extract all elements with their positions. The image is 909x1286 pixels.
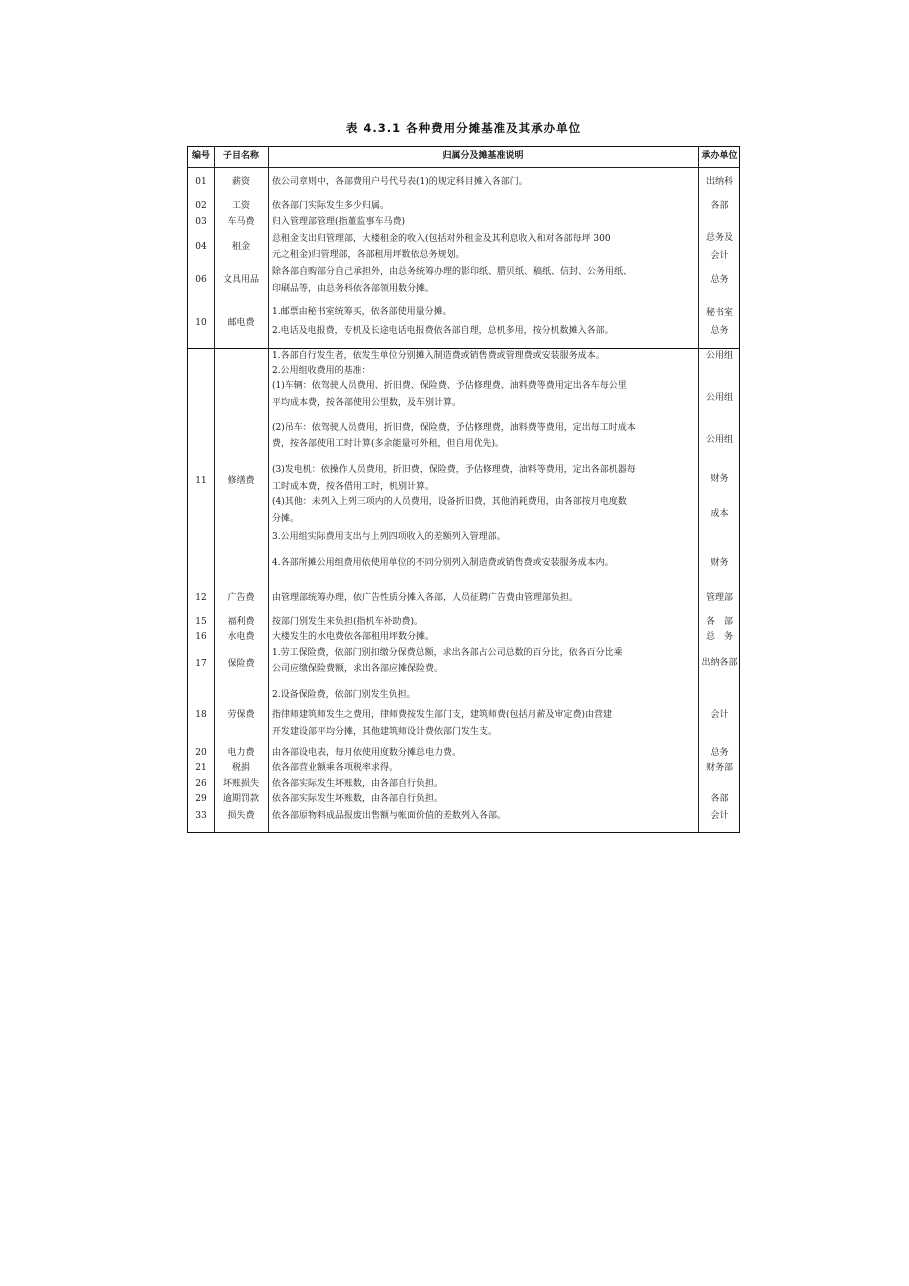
- allocation-description: 4.各部所摊公用组费用依使用单位的不同分别列入制造费或销售费或安装服务成本内。: [272, 558, 614, 568]
- responsible-unit: 总务: [710, 748, 729, 758]
- allocation-description: 依各部营业额乘各项税率求得。: [272, 763, 399, 773]
- allocation-description: 依公司章则中，各部费用户号代号表(1)的规定科目摊入各部门。: [272, 177, 528, 187]
- row-number: 17: [195, 659, 207, 669]
- allocation-description: 公司应缴保险费额，求出各部应摊保险费。: [272, 664, 444, 674]
- allocation-description: 平均成本费，按各部使用公里数，及车别计算。: [272, 398, 462, 408]
- row-number: 15: [195, 617, 207, 627]
- item-name: 车马费: [227, 217, 255, 227]
- responsible-unit: 总务: [710, 326, 729, 336]
- allocation-description: 1.各部自行发生者，依发生单位分别摊入制造费或销售费或管理费或安装服务成本。: [272, 351, 605, 361]
- row-number: 02: [195, 201, 207, 211]
- responsible-unit: 总 务: [705, 632, 733, 642]
- section-rule: [188, 348, 739, 349]
- row-number: 03: [195, 217, 207, 227]
- row-number: 06: [195, 275, 207, 285]
- responsible-unit: 各部: [710, 201, 729, 211]
- responsible-unit: 总务: [710, 275, 729, 285]
- responsible-unit: 总务及: [705, 233, 733, 243]
- row-number: 33: [195, 811, 207, 821]
- allocation-description: 依各部实际发生坏账数，由各部自行负担。: [272, 779, 444, 789]
- row-number: 20: [195, 748, 207, 758]
- responsible-unit: 各 部: [705, 617, 733, 627]
- item-name: 税捐: [231, 763, 250, 773]
- row-number: 26: [195, 779, 207, 789]
- item-name: 水电费: [227, 632, 255, 642]
- item-name: 修缮费: [227, 476, 255, 486]
- allocation-description: (3)发电机：依操作人员费用，折旧费，保险费，予估修理费，油料等费用，定出各部机器每: [272, 465, 636, 475]
- responsible-unit: 各部: [710, 794, 729, 804]
- allocation-description: 元之租金)归管理部，各部租用坪数依总务规划。: [272, 250, 465, 260]
- allocation-description: 2.公用组收费用的基准：: [272, 366, 371, 376]
- row-number: 12: [195, 593, 207, 603]
- responsible-unit: 出纳各部: [701, 658, 738, 668]
- item-name: 电力费: [227, 748, 255, 758]
- item-name: 邮电费: [227, 318, 255, 328]
- item-name: 逾期罚款: [222, 794, 259, 804]
- responsible-unit: 会计: [710, 251, 729, 261]
- header-responsible-unit: 承办单位: [701, 151, 738, 161]
- column-divider: [698, 147, 699, 832]
- item-name: 劳保费: [227, 710, 255, 720]
- allocation-description: 按部门别发生来负担(指机车补助费)。: [272, 617, 424, 627]
- responsible-unit: 财务: [710, 474, 729, 484]
- responsible-unit: 财务部: [705, 763, 733, 773]
- header-description: 归属分及摊基准说明: [442, 151, 524, 161]
- responsible-unit: 管理部: [705, 593, 733, 603]
- allocation-description: (2)吊车：依驾驶人员费用，折旧费，保险费，予估修理费，油料费等费用，定出每工时成本: [272, 423, 636, 433]
- row-number: 10: [195, 318, 207, 328]
- header-number: 编号: [191, 151, 210, 161]
- column-divider: [268, 147, 269, 832]
- allocation-description: 由各部设电表，每月依使用度数分摊总电力费。: [272, 748, 462, 758]
- row-number: 01: [195, 177, 207, 187]
- allocation-description: 1.邮票由秘书室统筹买，依各部使用量分摊。: [272, 307, 452, 317]
- header-item-name: 子目名称: [222, 151, 259, 161]
- item-name: 保险费: [227, 659, 255, 669]
- item-name: 工资: [231, 201, 250, 211]
- allocation-description: 2.电话及电报费，专机及长途电话电报费依各部自理，总机多用，按分机数摊入各部。: [272, 326, 614, 336]
- allocation-description: 1.劳工保险费，依部门别扣缴分保费总额，求出各部占公司总数的百分比，依各百分比乘: [272, 648, 623, 658]
- row-number: 16: [195, 632, 207, 642]
- allocation-description: 费，按各部使用工时计算(多余能量可外租，但自用优先)。: [272, 439, 505, 449]
- row-number: 18: [195, 710, 207, 720]
- item-name: 文具用品: [222, 275, 259, 285]
- allocation-description: 大楼发生的水电费依各部租用坪数分摊。: [272, 632, 435, 642]
- allocation-description: (4)其他：未列入上列三项内的人员费用，设备折旧费，其他消耗费用，由各部按月电度数: [272, 497, 627, 507]
- responsible-unit: 会计: [710, 811, 729, 821]
- item-name: 租金: [231, 242, 250, 252]
- row-number: 11: [195, 476, 207, 486]
- allocation-description: 依各部门实际发生多少归属。: [272, 201, 390, 211]
- item-name: 坏账损失: [222, 779, 259, 789]
- item-name: 损失费: [227, 811, 255, 821]
- item-name: 薪资: [231, 177, 250, 187]
- item-name: 广告费: [227, 593, 255, 603]
- allocation-description: 总租金支出归管理部，大楼租金的收入(包括对外租金及其利息收入和对各部每坪 300: [272, 234, 611, 244]
- responsible-unit: 公用组: [705, 351, 733, 361]
- cost-allocation-table: [187, 146, 740, 833]
- allocation-description: 依各部原物料成品报废出售额与帐面价值的差数列入各部。: [272, 811, 507, 821]
- responsible-unit: 公用组: [705, 435, 733, 445]
- allocation-description: 除各部自购部分自己承担外，由总务统筹办理的影印纸、腊贝纸、稿纸、信封、公务用纸、: [272, 267, 633, 277]
- responsible-unit: 会计: [710, 710, 729, 720]
- allocation-description: 印刷品等，由总务科依各部领用数分摊。: [272, 284, 435, 294]
- row-number: 29: [195, 794, 207, 804]
- row-number: 21: [195, 763, 207, 773]
- responsible-unit: 出纳科: [705, 177, 733, 187]
- responsible-unit: 财务: [710, 558, 729, 568]
- allocation-description: 3.公用组实际费用支出与上列四项收入的差额列入管理部。: [272, 532, 506, 542]
- row-number: 04: [195, 242, 207, 252]
- allocation-description: (1)车辆：依驾驶人员费用、折旧费、保险费、予估修理费、油料费等费用定出各车每公里: [272, 381, 627, 391]
- allocation-description: 2.设备保险费，依部门别发生负担。: [272, 690, 416, 700]
- allocation-description: 工时成本费，按各借用工时，机别计算。: [272, 482, 435, 492]
- allocation-description: 归入管理部管理(指董监事车马费): [272, 217, 406, 227]
- allocation-description: 开发建设部平均分摊，其他建筑师设计费依部门发生支。: [272, 727, 498, 737]
- responsible-unit: 公用组: [705, 393, 733, 403]
- header-rule: [188, 167, 739, 168]
- responsible-unit: 秘书室: [705, 308, 733, 318]
- allocation-description: 由管理部统筹办理，依广告性质分摊入各部，人员征聘广告费由管理部负担。: [272, 593, 579, 603]
- responsible-unit: 成本: [710, 509, 729, 519]
- item-name: 福利费: [227, 617, 255, 627]
- allocation-description: 指律师建筑师发生之费用，律师费按发生部门支，建筑师费(包括月薪及审定费)由营建: [272, 710, 613, 720]
- allocation-description: 分摊。: [272, 514, 300, 524]
- table-title: 表 4.3.1 各种费用分摊基准及其承办单位: [345, 121, 582, 135]
- allocation-description: 依各部实际发生坏账数，由各部自行负担。: [272, 794, 444, 804]
